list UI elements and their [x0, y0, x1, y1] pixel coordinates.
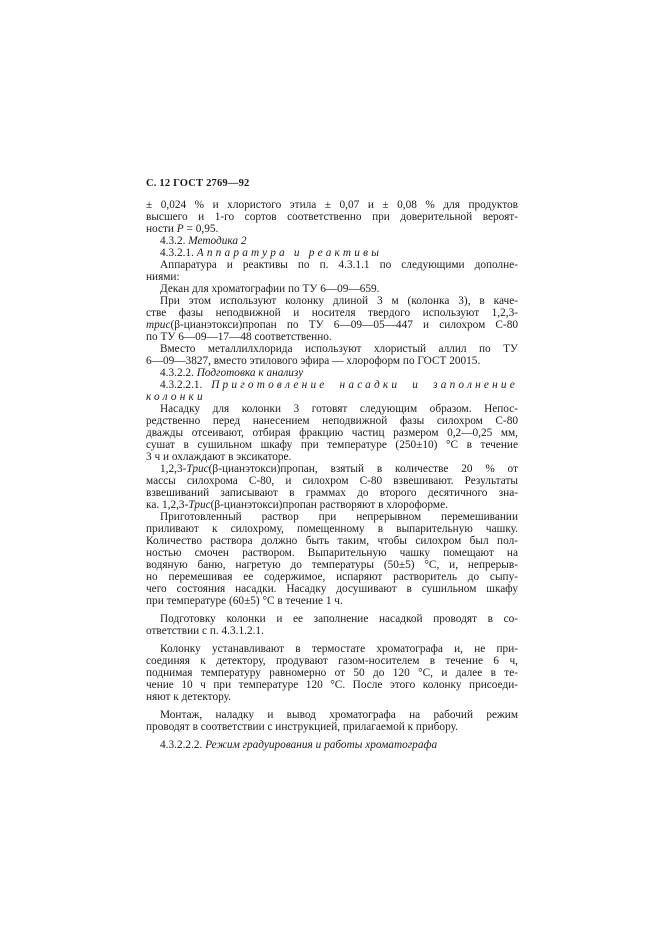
text-line: Декан для хроматографии по ТУ 6—09—659.: [160, 283, 380, 295]
text-line: [146, 367, 518, 379]
emphasis-text: Методика 2: [188, 235, 247, 247]
paragraph: [146, 643, 518, 703]
text-line: няют к детектору.: [146, 691, 231, 703]
text-line: высшего и 1-го сортов соответственно при доверительной вероят-: [146, 211, 518, 223]
paragraph: [146, 235, 518, 247]
text-run: = 0,95.: [183, 223, 219, 235]
emphasis-text: колонки: [146, 391, 206, 403]
text-line: приливают к силохрому, помещенному в выпарительную чашку.: [146, 523, 518, 535]
text-run: ности: [146, 223, 177, 235]
paragraph: [146, 283, 518, 295]
text-run: 4.3.2.2.: [160, 367, 197, 379]
text-line: Приготовленный раствор при непрерывном перемешивании: [160, 511, 518, 523]
text-line: но перемешивая ее содержимое, испаряют растворитель до сыпу-: [146, 571, 518, 583]
paragraph: [146, 511, 518, 607]
paragraph: [146, 613, 518, 637]
text-run: (β-цианэтокси)пропан растворяют в хлороформе.: [210, 499, 448, 511]
text-run: (β-цианэтокси)пропан по ТУ 6—09—05—447 и силохром С-80: [170, 319, 518, 331]
text-line: чение 10 ч при температуре 120 °С. После этого колонку присоеди-: [146, 679, 518, 691]
document-body: [146, 199, 518, 751]
text-line: сушат в сушильном шкафу при температуре (250±10) °С в течение: [146, 439, 518, 451]
text-line: соединяя к детектору, продувают газом-носителем в течение 6 ч,: [146, 655, 518, 667]
emphasis-text: P: [176, 223, 184, 235]
text-line: [146, 391, 518, 403]
emphasis-text: Трис: [186, 463, 209, 475]
paragraph: [146, 463, 518, 511]
paragraph: [146, 199, 518, 235]
text-line: [146, 379, 518, 391]
text-line: [146, 739, 518, 751]
text-line: [146, 235, 518, 247]
text-line: ± 0,024 % и хлористого этила ± 0,07 и ± 0,08 % для продуктов: [146, 199, 518, 211]
text-run: 1,2,3-: [160, 463, 187, 475]
text-line: Вместо металлилхлорида используют хлористый аллил по ТУ: [160, 343, 518, 355]
text-line: ниями:: [146, 271, 180, 283]
text-line: поднимая температуру равномерно от 50 до 120 °С, и далее в те-: [146, 667, 518, 679]
paragraph: [146, 403, 518, 463]
emphasis-text: Трис: [188, 499, 211, 511]
text-line: чего состояния насадки. Насадку досушивают в сушильном шкафу: [146, 583, 518, 595]
page-header: С. 12 ГОСТ 2769—92: [146, 178, 250, 189]
paragraph: [146, 247, 518, 259]
emphasis-text: Режим градуирования и работы хроматографа: [205, 739, 438, 751]
text-line: Подготовку колонки и ее заполнение насадкой проводят в со-: [160, 613, 518, 625]
paragraph: [146, 343, 518, 367]
text-run: 4.3.2.: [160, 235, 189, 247]
text-line: [146, 499, 518, 511]
paragraph: [146, 379, 518, 403]
paragraph: [146, 295, 518, 343]
text-line: При этом используют колонку длиной 3 м (колонка 3), в каче-: [160, 295, 518, 307]
text-line: взвешиваний записывают в граммах до второго десятичного зна-: [146, 487, 518, 499]
text-run: 4.3.2.2.1.: [160, 379, 212, 391]
text-line: водяную баню, нагретую до температуры (50±5) °С, и, непрерыв-: [146, 559, 518, 571]
emphasis-text: Аппаратура и реактивы: [196, 247, 383, 259]
text-run: (β-цианэтокси)пропан, взятый в количестве 20 % от: [208, 463, 518, 475]
text-line: 6—09—3827, вместо этилового эфира — хлороформ по ГОСТ 20015.: [146, 355, 481, 367]
text-line: Насадку для колонки 3 готовят следующим образом. Непос-: [160, 403, 518, 415]
text-line: проводят в соответствии с инструкцией, прилагаемой к прибору.: [146, 721, 458, 733]
text-line: редственно перед нанесением неподвижной фазы силохром С-80: [146, 415, 518, 427]
text-run: ка. 1,2,3-: [146, 499, 189, 511]
text-line: стве фазы неподвижной и носителя твердого используют 1,2,3-: [146, 307, 518, 319]
text-line: [146, 463, 518, 475]
text-line: 3 ч и охлаждают в эксикаторе.: [146, 451, 292, 463]
text-line: [146, 223, 518, 235]
paragraph: [146, 367, 518, 379]
text-run: 4.3.2.1.: [160, 247, 197, 259]
text-line: [146, 319, 518, 331]
paragraph: [146, 709, 518, 733]
text-line: ностью смочен раствором. Выпарительную чашку помещают на: [146, 547, 518, 559]
text-run: 4.3.2.2.2.: [160, 739, 206, 751]
text-line: Аппаратура и реактивы по п. 4.3.1.1 по следующими дополне-: [160, 259, 518, 271]
emphasis-text: трис: [146, 319, 171, 331]
paragraph: [146, 259, 518, 283]
text-line: массы силохрома С-80, и силохром С-80 взвешивают. Результаты: [146, 475, 518, 487]
text-line: [146, 247, 518, 259]
text-line: при температуре (60±5) °С в течение 1 ч.: [146, 595, 343, 607]
emphasis-text: Приготовление насадки и заполнение: [211, 379, 518, 391]
paragraph: [146, 739, 518, 751]
emphasis-text: Подготовка к анализу: [196, 367, 304, 379]
text-line: Колонку устанавливают в термостате хроматографа и, не при-: [160, 643, 518, 655]
text-line: дважды отсеивают, отбирая фракцию частиц размером 0,2—0,25 мм,: [146, 427, 518, 439]
text-line: ответствии с п. 4.3.1.2.1.: [146, 625, 264, 637]
text-line: по ТУ 6—09—17—48 соответственно.: [146, 331, 332, 343]
text-line: Монтаж, наладку и вывод хроматографа на рабочий режим: [160, 709, 518, 721]
text-line: Количество раствора должно быть таким, чтобы силохром был пол-: [146, 535, 518, 547]
